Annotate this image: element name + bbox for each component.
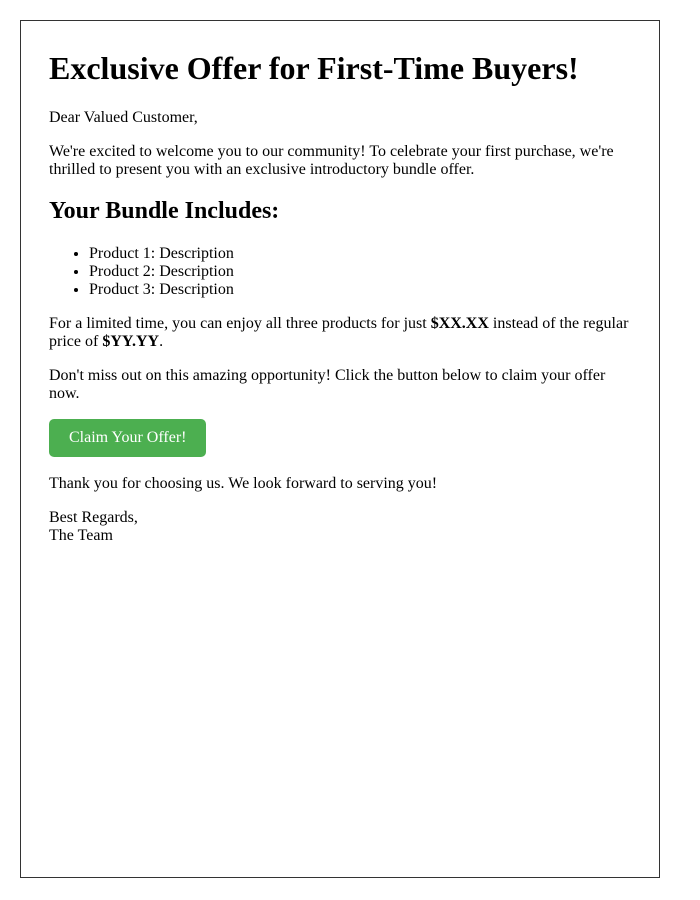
- signature: The Team: [49, 527, 113, 544]
- signature-block: [49, 509, 631, 545]
- bundle-heading: Your Bundle Includes:: [49, 198, 280, 224]
- cta-wrapper: [49, 419, 631, 457]
- regular-price: $YY.YY: [102, 333, 160, 350]
- pricing-text-middle: instead of the regular price of: [49, 315, 629, 350]
- intro-paragraph: We're excited to welcome you to our community! To celebrate your first purchase, we're thrilled to present you with an exclusive introductory bundle offer.: [49, 143, 614, 178]
- letter-container: [20, 20, 660, 878]
- product-list: [49, 245, 631, 299]
- signoff: Best Regards,: [49, 509, 138, 526]
- page-title: Exclusive Offer for First-Time Buyers!: [49, 50, 579, 86]
- list-item: • Product 1: Description: [89, 245, 631, 263]
- pricing-text-before: For a limited time, you can enjoy all three products for just: [49, 315, 431, 332]
- greeting: Dear Valued Customer,: [49, 109, 198, 126]
- pricing-text-after: .: [159, 333, 164, 350]
- list-item: • Product 2: Description: [89, 263, 631, 281]
- pricing-paragraph: [49, 315, 631, 351]
- urgency-paragraph: Don't miss out on this amazing opportunity! Click the button below to claim your offer now.: [49, 367, 606, 402]
- list-item: • Product 3: Description: [89, 281, 631, 299]
- thanks-paragraph: Thank you for choosing us. We look forward to serving you!: [49, 475, 438, 492]
- claim-offer-button[interactable]: Claim Your Offer!: [49, 419, 206, 457]
- offer-price: $XX.XX: [430, 315, 489, 332]
